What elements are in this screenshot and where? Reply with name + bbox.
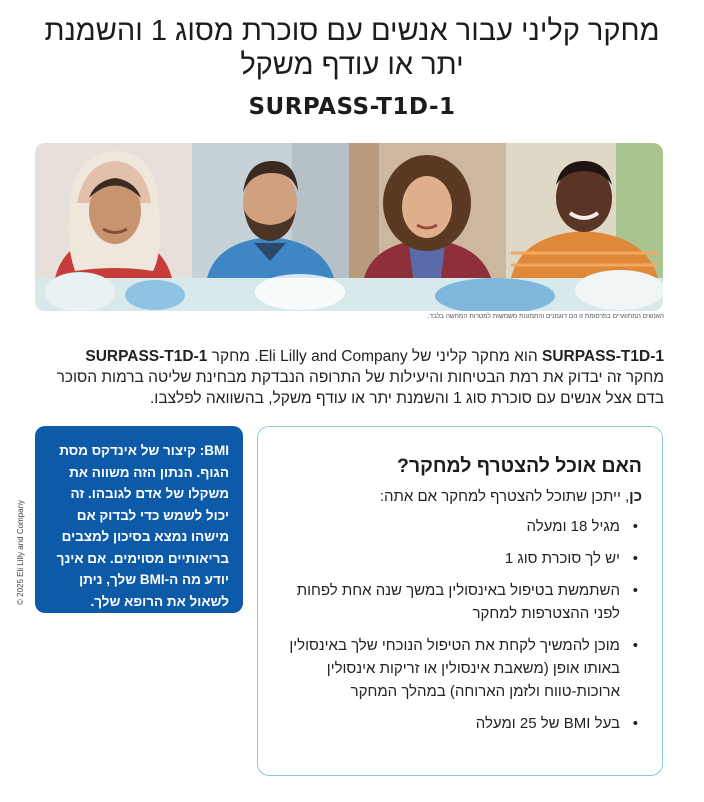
list-item: • בעל BMI של 25 ומעלה [278,712,642,735]
list-item: • השתמשת בטיפול באינסולין במשך שנה אחת לפחות לפני ההצטרפות למחקר [278,579,642,625]
list-item: • יש לך סוכרת סוג 1 [278,547,642,570]
eligibility-lead-text: , ייתכן שתוכל להצטרף למחקר אם אתה: [379,488,630,505]
participants-photo-strip [35,143,663,311]
participant-photo-1 [35,143,192,278]
study-name-2: SURPASS-T1D-1 [85,348,208,365]
study-code: SURPASS-T1D-1 [248,94,456,120]
participant-photo-2 [192,143,349,278]
eligibility-lead [278,488,642,505]
eligibility-list [278,515,642,735]
bmi-definition-box: BMI: קיצור של אינדקס מסת הגוף. הנתון הזה משווה את משקלו של אדם לגובהו. זה יכול לשמש כדי לבדוק אם מישהו נמצא בסיכון למצבים בריאותיים מסוימים. אם אינך יודע מה ה-BMI שלך, ניתן לשאול את הרופא שלך. [35,426,243,613]
page-title: מחקר קליני עבור אנשים עם סוכרת מסוג 1 והשמנת יתר או עודף משקל [44,15,660,81]
study-intro [48,346,664,409]
list-item: • מוכן להמשיך לקחת את הטיפול הנוכחי שלך באינסולין באותו אופן (משאבת אינסולין או זריקות אינסולין ארוכות-טווח ולזמן הארוחה) במהלך המחקר [278,634,642,703]
list-item: • מגיל 18 ומעלה [278,515,642,538]
intro-text-1: הוא מחקר קליני של Eli Lilly and Company. מחקר [207,348,542,365]
participant-photo-3 [349,143,506,278]
participant-photo-4 [506,143,663,278]
eligibility-card [257,426,663,776]
copyright: © 2025 Eli Lilly and Company [16,499,25,605]
decorative-band [35,278,663,311]
photo-disclaimer: האנשים המתוארים בפרסומת זו הם דוגמנים והתמונות משמשות למטרות המחשה בלבד. [427,313,664,320]
eligibility-heading: האם אוכל להצטרף למחקר? [396,455,642,477]
study-name: SURPASS-T1D-1 [541,348,664,365]
eligibility-yes: כן [629,488,642,505]
intro-text-2: מחקר זה יבדוק את רמת הבטיחות והיעילות של התרופה הנבדקת מבחינת שליטה ברמות הסוכר בדם אצל אנשים עם סוכרת סוג 1 והשמנת יתר או עודף משקל, בהשוואה לפלצבו. [56,369,664,407]
